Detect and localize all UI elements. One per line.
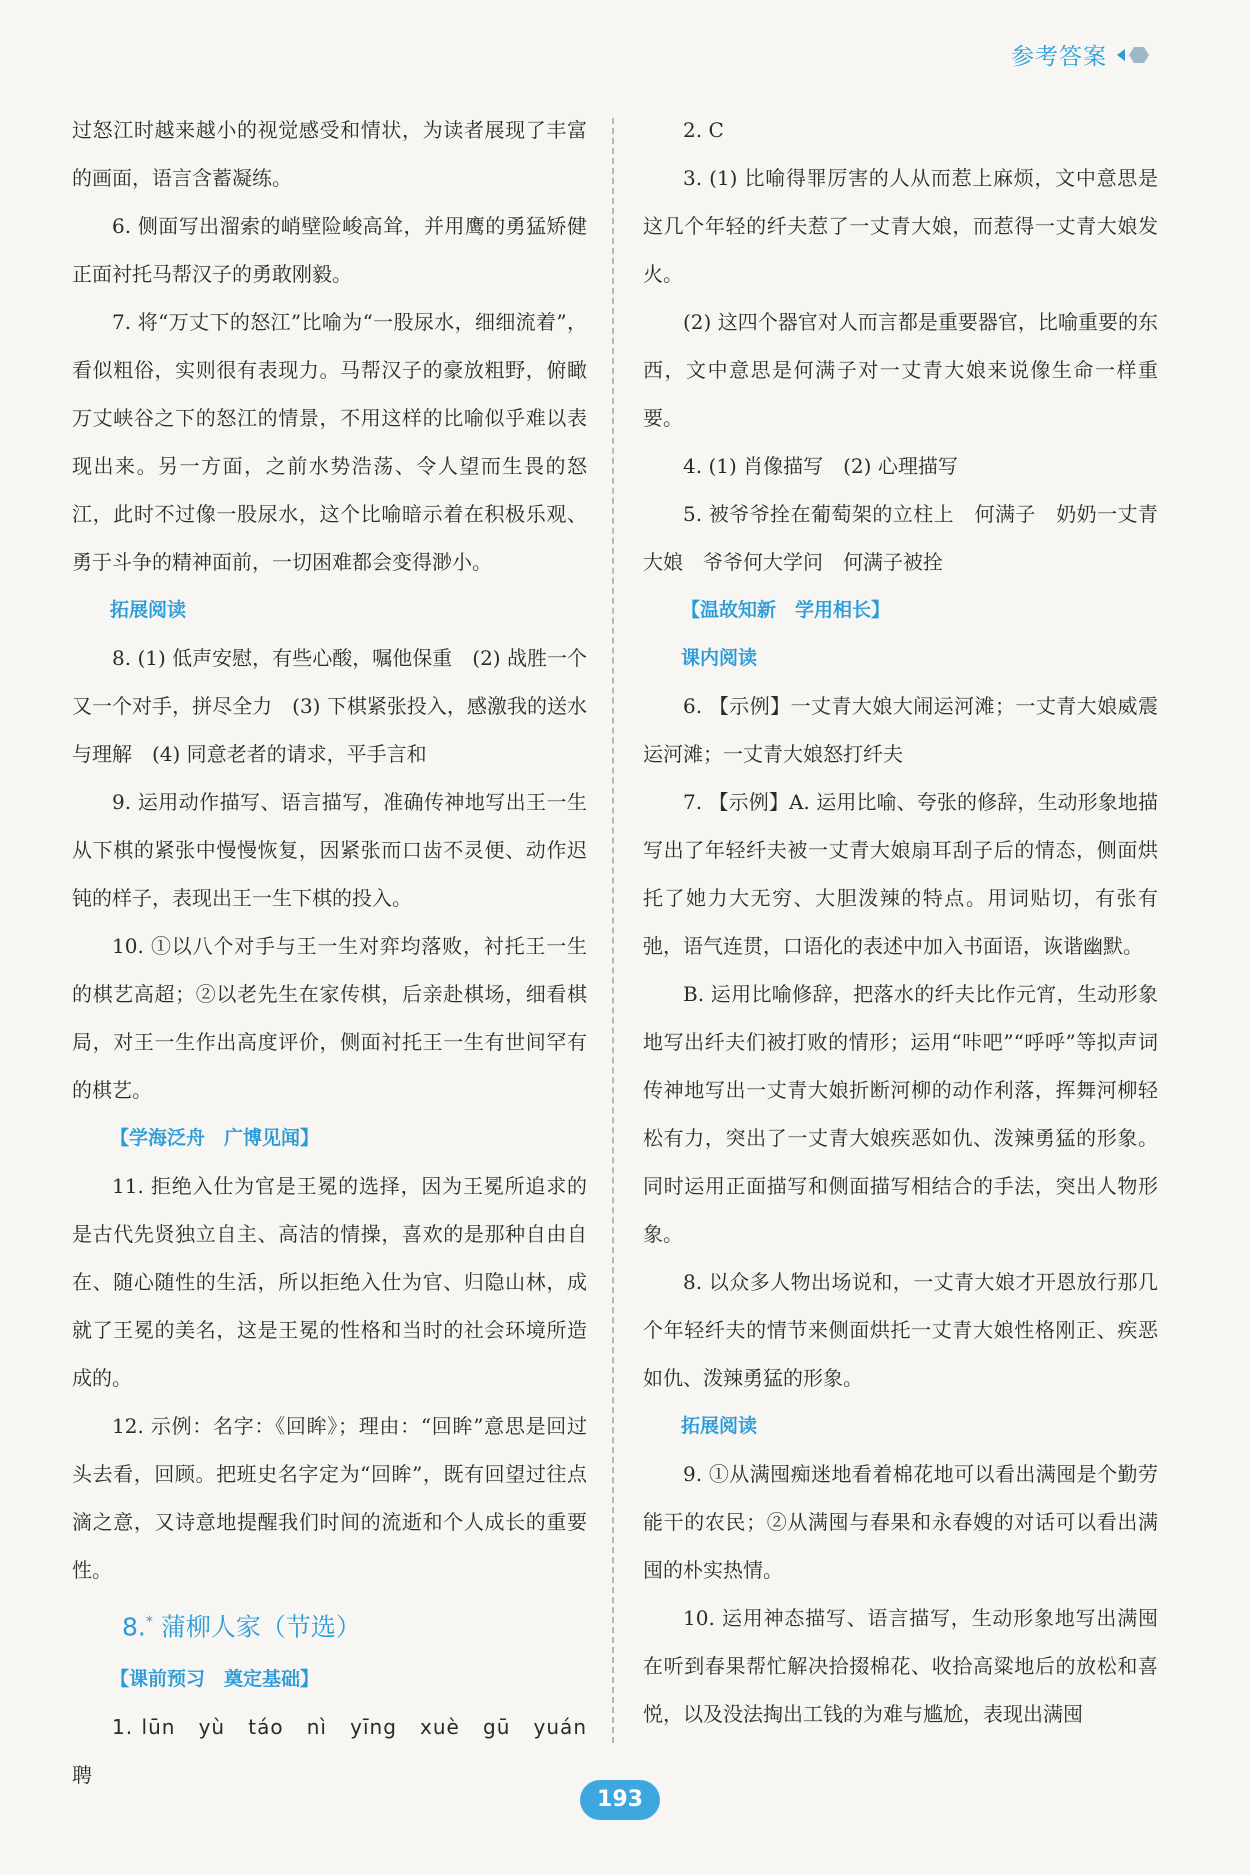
answer-9: 9. ①从满囤痴迷地看着棉花地可以看出满囤是个勤劳能干的农民；②从满囤与春果和永春嫂的对话可以看出满囤的朴实热情。 bbox=[643, 1462, 1158, 1582]
answer-5: 5. 被爷爷拴在葡萄架的立柱上 何满子 奶奶一丈青大娘 爷爷何大学问 何满子被拴 bbox=[643, 502, 1158, 574]
header bbox=[1011, 38, 1155, 71]
answer-1: 1. lūn yù táo nì yīng xuè gū yuán 聘 bbox=[72, 1715, 608, 1788]
answer-6: 6. 侧面写出溜索的峭壁险峻高耸，并用鹰的勇猛矫健正面衬托马帮汉子的勇敢刚毅。 bbox=[72, 214, 587, 286]
answer-7: 7. 将“万丈下的怒江”比喻为“一股尿水，细细流着”，看似粗俗，实则很有表现力。马帮汉子的豪放粗野，俯瞰万丈峡谷之下的怒江的情景，不用这样的比喻似乎难以表现出来。另一方面，之前水势浩荡、令人望而生畏的怒江，此时不过像一股尿水，这个比喻暗示着在积极乐观、勇于斗争的精神面前，一切困难都会变得渺小。 bbox=[72, 310, 587, 574]
answer-3a: 3. (1) 比喻得罪厉害的人从而惹上麻烦，文中意思是这几个年轻的纤夫惹了一丈青大娘，而惹得一丈青大娘发火。 bbox=[643, 166, 1158, 286]
lesson-number: 8. bbox=[122, 1612, 146, 1642]
section-wengu: 【温故知新 学用相长】 bbox=[681, 599, 891, 621]
answer-4: 4. (1) 肖像描写 (2) 心理描写 bbox=[683, 454, 958, 478]
left-column bbox=[72, 106, 608, 1799]
answer-2: 2. C bbox=[683, 118, 724, 142]
answer-7b: B. 运用比喻修辞，把落水的纤夫比作元宵，生动形象地写出纤夫们被打败的情形；运用“咔吧”“呼呼”等拟声词传神地写出一丈青大娘折断河柳的动作利落，挥舞河柳轻松有力，突出了一丈青大娘疾恶如仇、泼辣勇猛的形象。同时运用正面描写和侧面描写相结合的手法，突出人物形象。 bbox=[643, 982, 1158, 1246]
answer-12: 12. 示例：名字：《回眸》；理由：“回眸”意思是回过头去看，回顾。把班史名字定为“回眸”，既有回望过往点滴之意，又诗意地提醒我们时间的流逝和个人成长的重要性。 bbox=[72, 1414, 587, 1582]
lesson-title: 蒲柳人家（节选） bbox=[160, 1612, 361, 1642]
lesson-heading bbox=[72, 1594, 587, 1655]
answer-8: 8. 以众多人物出场说和，一丈青大娘才开恩放行那几个年轻纤夫的情节来侧面烘托一丈青大娘性格刚正、疾恶如仇、泼辣勇猛的形象。 bbox=[643, 1270, 1158, 1390]
hexagon-arrow-icon bbox=[1115, 44, 1155, 66]
right-column bbox=[643, 106, 1158, 1738]
header-title: 参考答案 bbox=[1011, 44, 1107, 70]
answer-10: 10. 运用神态描写、语言描写，生动形象地写出满囤在听到春果帮忙解决拾掇棉花、收拾高粱地后的放松和喜悦，以及没法掏出工钱的为难与尴尬，表现出满囤 bbox=[643, 1606, 1158, 1726]
lesson-star: * bbox=[145, 1614, 153, 1630]
answer-11: 11. 拒绝入仕为官是王冕的选择，因为王冕所追求的是古代先贤独立自主、高洁的情操，喜欢的是那种自由自在、随心随性的生活，所以拒绝入仕为官、归隐山林，成就了王冕的美名，这是王冕的性格和当时的社会环境所造成的。 bbox=[72, 1174, 587, 1390]
section-extended-reading: 拓展阅读 bbox=[681, 1415, 758, 1437]
section-in-class-reading: 课内阅读 bbox=[681, 647, 758, 669]
section-extended-reading: 拓展阅读 bbox=[110, 599, 187, 621]
answer-10: 10. ①以八个对手与王一生对弈均落败，衬托王一生的棋艺高超；②以老先生在家传棋，后亲赴棋场，细看棋局，对王一生作出高度评价，侧面衬托王一生有世间罕有的棋艺。 bbox=[72, 934, 587, 1102]
page-number: 193 bbox=[580, 1780, 660, 1820]
answer-continuation: 过怒江时越来越小的视觉感受和情状，为读者展现了丰富的画面，语言含蓄凝练。 bbox=[72, 118, 587, 190]
column-divider bbox=[612, 118, 614, 1743]
answer-3b: (2) 这四个器官对人而言都是重要器官，比喻重要的东西，文中意思是何满子对一丈青大娘来说像生命一样重要。 bbox=[643, 310, 1158, 430]
answer-8: 8. (1) 低声安慰，有些心酸，嘱他保重 (2) 战胜一个又一个对手，拼尽全力 (3) 下棋紧张投入，感激我的送水与理解 (4) 同意老者的请求，平手言和 bbox=[72, 646, 587, 766]
answer-9: 9. 运用动作描写、语言描写，准确传神地写出王一生从下棋的紧张中慢慢恢复，因紧张而口齿不灵便、动作迟钝的样子，表现出王一生下棋的投入。 bbox=[72, 790, 587, 910]
section-xuehai: 【学海泛舟 广博见闻】 bbox=[110, 1127, 320, 1149]
answer-7a: 7. 【示例】A. 运用比喻、夸张的修辞，生动形象地描写出了年轻纤夫被一丈青大娘扇耳刮子后的情态，侧面烘托了她力大无穷、大胆泼辣的特点。用词贴切，有张有弛，语气连贯，口语化的表述中加入书面语，诙谐幽默。 bbox=[643, 790, 1158, 958]
answer-6: 6. 【示例】一丈青大娘大闹运河滩；一丈青大娘威震运河滩；一丈青大娘怒打纤夫 bbox=[643, 694, 1158, 766]
section-preview: 【课前预习 奠定基础】 bbox=[110, 1668, 320, 1691]
